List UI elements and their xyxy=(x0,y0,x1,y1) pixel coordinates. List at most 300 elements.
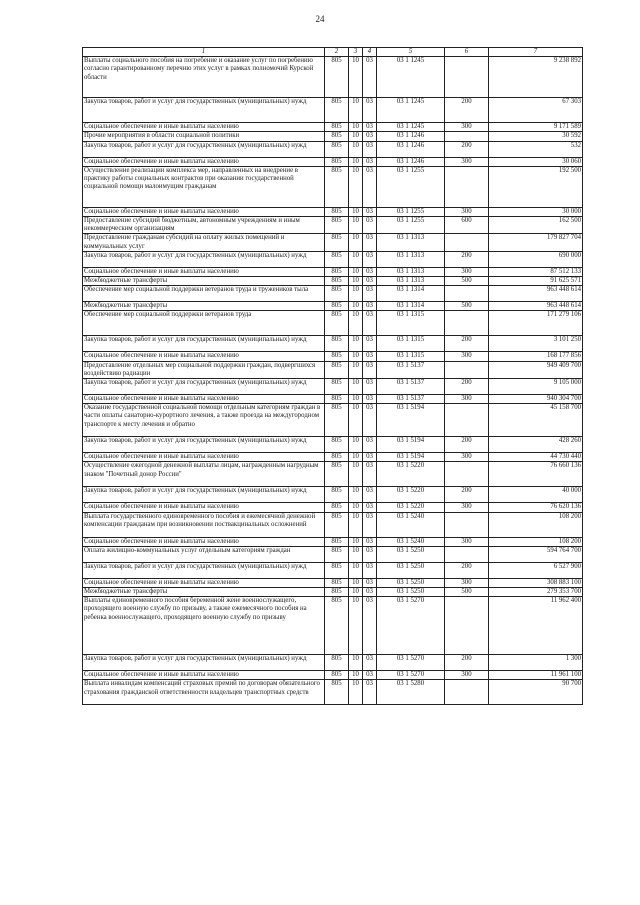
table-row xyxy=(83,453,583,462)
col-7-cell: 3 101 250 xyxy=(489,336,583,352)
col-7-cell: 1 300 xyxy=(489,655,583,671)
row-name-cell: Социальное обеспечение и иные выплаты населению xyxy=(83,157,325,166)
col-7-cell: 690 000 xyxy=(489,251,583,267)
row-name-cell: Закупка товаров, работ и услуг для государственных (муниципальных) нужд xyxy=(83,251,325,267)
col-2-cell: 805 xyxy=(325,562,349,578)
table-row xyxy=(83,302,583,311)
col-5-cell: 03 1 5137 xyxy=(377,379,445,395)
row-name-cell: Прочие мероприятия в области социальной политики xyxy=(83,132,325,141)
col-3-cell: 10 xyxy=(349,57,363,98)
table-row xyxy=(83,277,583,286)
table-row xyxy=(83,267,583,276)
col-4-cell: 03 xyxy=(363,166,377,207)
col-3-cell: 10 xyxy=(349,336,363,352)
col-7-cell: 91 625 571 xyxy=(489,277,583,286)
col-3-cell: 10 xyxy=(349,141,363,157)
row-name-cell: Выплата инвалидам компенсаций страховых премий по договорам обязательного страхования гражданской ответственности владельцев транспортных средств xyxy=(83,680,325,705)
col-3-cell: 10 xyxy=(349,487,363,503)
col-4-cell: 03 xyxy=(363,286,377,302)
header-col-6: 6 xyxy=(445,48,489,57)
col-6-cell xyxy=(445,234,489,251)
col-4-cell: 03 xyxy=(363,562,377,578)
table-row xyxy=(83,141,583,157)
col-5-cell: 03 1 5194 xyxy=(377,453,445,462)
col-4-cell: 03 xyxy=(363,487,377,503)
row-name-cell: Межбюджетные трансферты xyxy=(83,588,325,597)
col-5-cell: 03 1 1246 xyxy=(377,141,445,157)
table-row xyxy=(83,361,583,378)
table-row xyxy=(83,578,583,587)
row-name-cell: Социальное обеспечение и иные выплаты населению xyxy=(83,207,325,216)
col-7-cell: 30 000 xyxy=(489,207,583,216)
row-name-cell: Социальное обеспечение и иные выплаты населению xyxy=(83,395,325,404)
col-2-cell: 805 xyxy=(325,336,349,352)
col-2-cell: 805 xyxy=(325,503,349,512)
col-3-cell: 10 xyxy=(349,462,363,487)
col-3-cell: 10 xyxy=(349,671,363,680)
table-row xyxy=(83,251,583,267)
col-4-cell: 03 xyxy=(363,311,377,336)
col-2-cell: 805 xyxy=(325,234,349,251)
col-7-cell: 30 060 xyxy=(489,157,583,166)
col-2-cell: 805 xyxy=(325,286,349,302)
row-name-cell: Выплаты социального пособия на погребение и оказание услуг по погребению согласно гарантированному перечню этих услуг в рамках полномочий Курской области xyxy=(83,57,325,98)
budget-table xyxy=(82,47,583,705)
col-2-cell: 805 xyxy=(325,141,349,157)
col-2-cell: 805 xyxy=(325,123,349,132)
table-body xyxy=(83,57,583,705)
table-row xyxy=(83,503,583,512)
col-2-cell: 805 xyxy=(325,588,349,597)
col-2-cell: 805 xyxy=(325,537,349,546)
col-7-cell: 963 448 614 xyxy=(489,302,583,311)
col-2-cell: 805 xyxy=(325,302,349,311)
row-name-cell: Закупка товаров, работ и услуг для государственных (муниципальных) нужд xyxy=(83,562,325,578)
col-4-cell: 03 xyxy=(363,123,377,132)
col-6-cell xyxy=(445,311,489,336)
col-5-cell: 03 1 5137 xyxy=(377,395,445,404)
col-3-cell: 10 xyxy=(349,597,363,655)
col-6-cell: 300 xyxy=(445,352,489,361)
col-4-cell: 03 xyxy=(363,379,377,395)
col-6-cell xyxy=(445,286,489,302)
col-4-cell: 03 xyxy=(363,98,377,123)
col-2-cell: 805 xyxy=(325,487,349,503)
col-6-cell: 300 xyxy=(445,578,489,587)
col-7-cell: 6 527 900 xyxy=(489,562,583,578)
table-row xyxy=(83,680,583,705)
col-7-cell: 308 883 100 xyxy=(489,578,583,587)
col-5-cell: 03 1 1245 xyxy=(377,57,445,98)
table-row xyxy=(83,537,583,546)
col-6-cell: 200 xyxy=(445,437,489,453)
col-5-cell: 03 1 5240 xyxy=(377,537,445,546)
col-5-cell: 03 1 1245 xyxy=(377,123,445,132)
col-4-cell: 03 xyxy=(363,157,377,166)
table-row xyxy=(83,562,583,578)
col-2-cell: 805 xyxy=(325,404,349,437)
row-name-cell: Оказание государственной социальной помощи отдельным категориям граждан в части оплаты санаторно-курортного лечения, а также проезда на междугородном транспорте к месту лечения и обратно xyxy=(83,404,325,437)
col-6-cell xyxy=(445,512,489,537)
col-6-cell: 600 xyxy=(445,217,489,234)
row-name-cell: Обеспечение мер социальной поддержки ветеранов труда и тружеников тыла xyxy=(83,286,325,302)
col-5-cell: 03 1 1245 xyxy=(377,98,445,123)
col-4-cell: 03 xyxy=(363,437,377,453)
col-7-cell: 168 177 856 xyxy=(489,352,583,361)
col-6-cell: 200 xyxy=(445,379,489,395)
table-row xyxy=(83,132,583,141)
col-6-cell xyxy=(445,404,489,437)
col-5-cell: 03 1 1255 xyxy=(377,217,445,234)
row-name-cell: Закупка товаров, работ и услуг для государственных (муниципальных) нужд xyxy=(83,437,325,453)
col-2-cell: 805 xyxy=(325,277,349,286)
col-7-cell: 76 620 136 xyxy=(489,503,583,512)
col-3-cell: 10 xyxy=(349,546,363,562)
col-5-cell: 03 1 1314 xyxy=(377,286,445,302)
row-name-cell: Предоставление отдельных мер социальной поддержки граждан, подвергшихся воздействию радиации xyxy=(83,361,325,378)
col-5-cell: 03 1 1313 xyxy=(377,277,445,286)
col-7-cell: 9 105 000 xyxy=(489,379,583,395)
col-5-cell: 03 1 1313 xyxy=(377,234,445,251)
header-col-4: 4 xyxy=(363,48,377,57)
row-name-cell: Закупка товаров, работ и услуг для государственных (муниципальных) нужд xyxy=(83,336,325,352)
col-3-cell: 10 xyxy=(349,562,363,578)
col-5-cell: 03 1 1255 xyxy=(377,207,445,216)
table-row xyxy=(83,336,583,352)
col-4-cell: 03 xyxy=(363,141,377,157)
col-5-cell: 03 1 1315 xyxy=(377,311,445,336)
col-2-cell: 805 xyxy=(325,671,349,680)
col-7-cell: 90 700 xyxy=(489,680,583,705)
header-col-1: 1 xyxy=(83,48,325,57)
col-7-cell: 179 827 704 xyxy=(489,234,583,251)
col-4-cell: 03 xyxy=(363,462,377,487)
col-2-cell: 805 xyxy=(325,680,349,705)
col-3-cell: 10 xyxy=(349,395,363,404)
col-4-cell: 03 xyxy=(363,680,377,705)
col-2-cell: 805 xyxy=(325,132,349,141)
col-5-cell: 03 1 5220 xyxy=(377,462,445,487)
col-4-cell: 03 xyxy=(363,578,377,587)
table-row xyxy=(83,286,583,302)
col-2-cell: 805 xyxy=(325,267,349,276)
header-col-5: 5 xyxy=(377,48,445,57)
col-3-cell: 10 xyxy=(349,437,363,453)
col-2-cell: 805 xyxy=(325,251,349,267)
col-3-cell: 10 xyxy=(349,588,363,597)
col-3-cell: 10 xyxy=(349,453,363,462)
col-5-cell: 03 1 1314 xyxy=(377,302,445,311)
row-name-cell: Закупка товаров, работ и услуг для государственных (муниципальных) нужд xyxy=(83,98,325,123)
col-2-cell: 805 xyxy=(325,462,349,487)
col-4-cell: 03 xyxy=(363,597,377,655)
col-7-cell: 428 260 xyxy=(489,437,583,453)
table-row xyxy=(83,311,583,336)
col-6-cell: 200 xyxy=(445,655,489,671)
col-6-cell: 300 xyxy=(445,267,489,276)
col-5-cell: 03 1 5250 xyxy=(377,588,445,597)
row-name-cell: Осуществление ежегодной денежной выплаты лицам, награжденным нагрудным знаком "Почетный донор России" xyxy=(83,462,325,487)
table-row xyxy=(83,671,583,680)
col-7-cell: 40 000 xyxy=(489,487,583,503)
col-3-cell: 10 xyxy=(349,157,363,166)
row-name-cell: Обеспечение мер социальной поддержки ветеранов труда xyxy=(83,311,325,336)
col-7-cell: 11 961 100 xyxy=(489,671,583,680)
row-name-cell: Закупка товаров, работ и услуг для государственных (муниципальных) нужд xyxy=(83,379,325,395)
row-name-cell: Социальное обеспечение и иные выплаты населению xyxy=(83,453,325,462)
col-7-cell: 45 158 700 xyxy=(489,404,583,437)
table-row xyxy=(83,207,583,216)
header-col-2: 2 xyxy=(325,48,349,57)
table-row xyxy=(83,234,583,251)
col-7-cell: 171 279 106 xyxy=(489,311,583,336)
col-5-cell: 03 1 5194 xyxy=(377,437,445,453)
col-3-cell: 10 xyxy=(349,379,363,395)
col-3-cell: 10 xyxy=(349,352,363,361)
col-2-cell: 805 xyxy=(325,453,349,462)
col-7-cell: 162 500 xyxy=(489,217,583,234)
col-5-cell: 03 1 1315 xyxy=(377,352,445,361)
col-7-cell: 594 764 700 xyxy=(489,546,583,562)
col-7-cell: 532 xyxy=(489,141,583,157)
col-6-cell: 300 xyxy=(445,671,489,680)
table-row xyxy=(83,437,583,453)
col-7-cell: 76 660 136 xyxy=(489,462,583,487)
col-4-cell: 03 xyxy=(363,395,377,404)
col-2-cell: 805 xyxy=(325,597,349,655)
col-3-cell: 10 xyxy=(349,680,363,705)
row-name-cell: Социальное обеспечение и иные выплаты населению xyxy=(83,267,325,276)
col-6-cell xyxy=(445,132,489,141)
col-7-cell: 108 200 xyxy=(489,537,583,546)
col-7-cell: 67 303 xyxy=(489,98,583,123)
row-name-cell: Социальное обеспечение и иные выплаты населению xyxy=(83,537,325,546)
col-4-cell: 03 xyxy=(363,277,377,286)
col-6-cell xyxy=(445,680,489,705)
table-row xyxy=(83,487,583,503)
col-6-cell xyxy=(445,166,489,207)
row-name-cell: Социальное обеспечение и иные выплаты населению xyxy=(83,503,325,512)
col-3-cell: 10 xyxy=(349,512,363,537)
col-5-cell: 03 1 5194 xyxy=(377,404,445,437)
col-6-cell: 300 xyxy=(445,537,489,546)
col-6-cell xyxy=(445,546,489,562)
row-name-cell: Закупка товаров, работ и услуг для государственных (муниципальных) нужд xyxy=(83,655,325,671)
row-name-cell: Социальное обеспечение и иные выплаты населению xyxy=(83,578,325,587)
col-3-cell: 10 xyxy=(349,207,363,216)
col-4-cell: 03 xyxy=(363,537,377,546)
col-2-cell: 805 xyxy=(325,361,349,378)
col-6-cell xyxy=(445,462,489,487)
table-row xyxy=(83,546,583,562)
col-2-cell: 805 xyxy=(325,578,349,587)
col-4-cell: 03 xyxy=(363,336,377,352)
col-2-cell: 805 xyxy=(325,546,349,562)
col-5-cell: 03 1 1315 xyxy=(377,336,445,352)
table-row xyxy=(83,157,583,166)
col-7-cell: 192 500 xyxy=(489,166,583,207)
col-6-cell: 300 xyxy=(445,157,489,166)
col-3-cell: 10 xyxy=(349,132,363,141)
row-name-cell: Межбюджетные трансферты xyxy=(83,277,325,286)
col-7-cell: 279 353 700 xyxy=(489,588,583,597)
col-4-cell: 03 xyxy=(363,453,377,462)
table-row xyxy=(83,166,583,207)
col-3-cell: 10 xyxy=(349,166,363,207)
col-6-cell: 500 xyxy=(445,588,489,597)
table-row xyxy=(83,655,583,671)
col-4-cell: 03 xyxy=(363,404,377,437)
col-6-cell: 500 xyxy=(445,302,489,311)
col-4-cell: 03 xyxy=(363,132,377,141)
row-name-cell: Социальное обеспечение и иные выплаты населению xyxy=(83,123,325,132)
row-name-cell: Оплата жилищно-коммунальных услуг отдельным категориям граждан xyxy=(83,546,325,562)
col-6-cell xyxy=(445,361,489,378)
table-row xyxy=(83,57,583,98)
col-5-cell: 03 1 5220 xyxy=(377,487,445,503)
col-7-cell: 11 962 400 xyxy=(489,597,583,655)
col-2-cell: 805 xyxy=(325,157,349,166)
header-row xyxy=(83,48,583,57)
col-4-cell: 03 xyxy=(363,671,377,680)
row-name-cell: Осуществление реализации комплекса мер, направленных на внедрение в практику работы социальных контрактов при оказании государственной социальной помощи малоимущим гражданам xyxy=(83,166,325,207)
col-3-cell: 10 xyxy=(349,217,363,234)
col-7-cell: 9 171 589 xyxy=(489,123,583,132)
col-3-cell: 10 xyxy=(349,277,363,286)
col-7-cell: 9 238 892 xyxy=(489,57,583,98)
col-4-cell: 03 xyxy=(363,267,377,276)
col-5-cell: 03 1 5250 xyxy=(377,562,445,578)
col-7-cell: 940 304 700 xyxy=(489,395,583,404)
col-3-cell: 10 xyxy=(349,578,363,587)
col-6-cell: 300 xyxy=(445,123,489,132)
row-name-cell: Межбюджетные трансферты xyxy=(83,302,325,311)
col-2-cell: 805 xyxy=(325,512,349,537)
col-2-cell: 805 xyxy=(325,166,349,207)
col-5-cell: 03 1 1313 xyxy=(377,267,445,276)
col-3-cell: 10 xyxy=(349,267,363,276)
col-6-cell: 300 xyxy=(445,503,489,512)
col-7-cell: 108 200 xyxy=(489,512,583,537)
col-6-cell: 300 xyxy=(445,453,489,462)
col-3-cell: 10 xyxy=(349,302,363,311)
col-4-cell: 03 xyxy=(363,207,377,216)
col-2-cell: 805 xyxy=(325,311,349,336)
header-col-3: 3 xyxy=(349,48,363,57)
col-5-cell: 03 1 5270 xyxy=(377,597,445,655)
col-2-cell: 805 xyxy=(325,352,349,361)
table-row xyxy=(83,462,583,487)
col-2-cell: 805 xyxy=(325,57,349,98)
table-row xyxy=(83,123,583,132)
col-5-cell: 03 1 1255 xyxy=(377,166,445,207)
col-4-cell: 03 xyxy=(363,361,377,378)
col-2-cell: 805 xyxy=(325,98,349,123)
col-5-cell: 03 1 5250 xyxy=(377,546,445,562)
table-row xyxy=(83,404,583,437)
col-3-cell: 10 xyxy=(349,503,363,512)
row-name-cell: Предоставление субсидий бюджетным, автономным учреждениям и иным некоммерческим организациям xyxy=(83,217,325,234)
col-4-cell: 03 xyxy=(363,234,377,251)
col-4-cell: 03 xyxy=(363,588,377,597)
col-2-cell: 805 xyxy=(325,437,349,453)
col-3-cell: 10 xyxy=(349,655,363,671)
col-4-cell: 03 xyxy=(363,251,377,267)
col-3-cell: 10 xyxy=(349,123,363,132)
col-3-cell: 10 xyxy=(349,98,363,123)
col-6-cell: 200 xyxy=(445,98,489,123)
col-6-cell: 200 xyxy=(445,336,489,352)
col-7-cell: 44 730 440 xyxy=(489,453,583,462)
col-4-cell: 03 xyxy=(363,546,377,562)
table-row xyxy=(83,597,583,655)
col-4-cell: 03 xyxy=(363,352,377,361)
row-name-cell: Предоставление гражданам субсидий на оплату жилых помещений и коммунальных услуг xyxy=(83,234,325,251)
col-3-cell: 10 xyxy=(349,251,363,267)
col-5-cell: 03 1 5270 xyxy=(377,655,445,671)
col-4-cell: 03 xyxy=(363,217,377,234)
col-2-cell: 805 xyxy=(325,207,349,216)
col-6-cell xyxy=(445,57,489,98)
header-col-7: 7 xyxy=(489,48,583,57)
page-number: 24 xyxy=(315,14,325,24)
col-7-cell: 963 448 614 xyxy=(489,286,583,302)
col-6-cell: 500 xyxy=(445,277,489,286)
col-2-cell: 805 xyxy=(325,395,349,404)
col-5-cell: 03 1 5137 xyxy=(377,361,445,378)
col-2-cell: 805 xyxy=(325,217,349,234)
col-3-cell: 10 xyxy=(349,361,363,378)
table-row xyxy=(83,217,583,234)
col-6-cell: 200 xyxy=(445,141,489,157)
col-7-cell: 949 409 700 xyxy=(489,361,583,378)
col-3-cell: 10 xyxy=(349,537,363,546)
row-name-cell: Закупка товаров, работ и услуг для государственных (муниципальных) нужд xyxy=(83,487,325,503)
col-5-cell: 03 1 5220 xyxy=(377,503,445,512)
col-5-cell: 03 1 5270 xyxy=(377,671,445,680)
col-4-cell: 03 xyxy=(363,57,377,98)
row-name-cell: Социальное обеспечение и иные выплаты населению xyxy=(83,352,325,361)
col-6-cell xyxy=(445,597,489,655)
col-6-cell: 200 xyxy=(445,251,489,267)
col-3-cell: 10 xyxy=(349,404,363,437)
col-4-cell: 03 xyxy=(363,512,377,537)
table-row xyxy=(83,588,583,597)
col-7-cell: 87 512 133 xyxy=(489,267,583,276)
col-5-cell: 03 1 1246 xyxy=(377,157,445,166)
col-5-cell: 03 1 5250 xyxy=(377,578,445,587)
col-7-cell: 30 592 xyxy=(489,132,583,141)
col-2-cell: 805 xyxy=(325,655,349,671)
table-row xyxy=(83,352,583,361)
row-name-cell: Социальное обеспечение и иные выплаты населению xyxy=(83,671,325,680)
table-row xyxy=(83,512,583,537)
table-row xyxy=(83,379,583,395)
col-3-cell: 10 xyxy=(349,286,363,302)
col-5-cell: 03 1 5280 xyxy=(377,680,445,705)
col-6-cell: 200 xyxy=(445,562,489,578)
col-5-cell: 03 1 1246 xyxy=(377,132,445,141)
table-row xyxy=(83,395,583,404)
col-5-cell: 03 1 1313 xyxy=(377,251,445,267)
row-name-cell: Выплаты единовременного пособия беременной жене военнослужащего, проходящего военную службу по призыву, а также ежемесячного пособия на ребенка военнослужащего, проходящего военную службу по призыву xyxy=(83,597,325,655)
col-4-cell: 03 xyxy=(363,655,377,671)
col-5-cell: 03 1 5240 xyxy=(377,512,445,537)
row-name-cell: Закупка товаров, работ и услуг для государственных (муниципальных) нужд xyxy=(83,141,325,157)
col-6-cell: 200 xyxy=(445,487,489,503)
col-4-cell: 03 xyxy=(363,503,377,512)
col-4-cell: 03 xyxy=(363,302,377,311)
